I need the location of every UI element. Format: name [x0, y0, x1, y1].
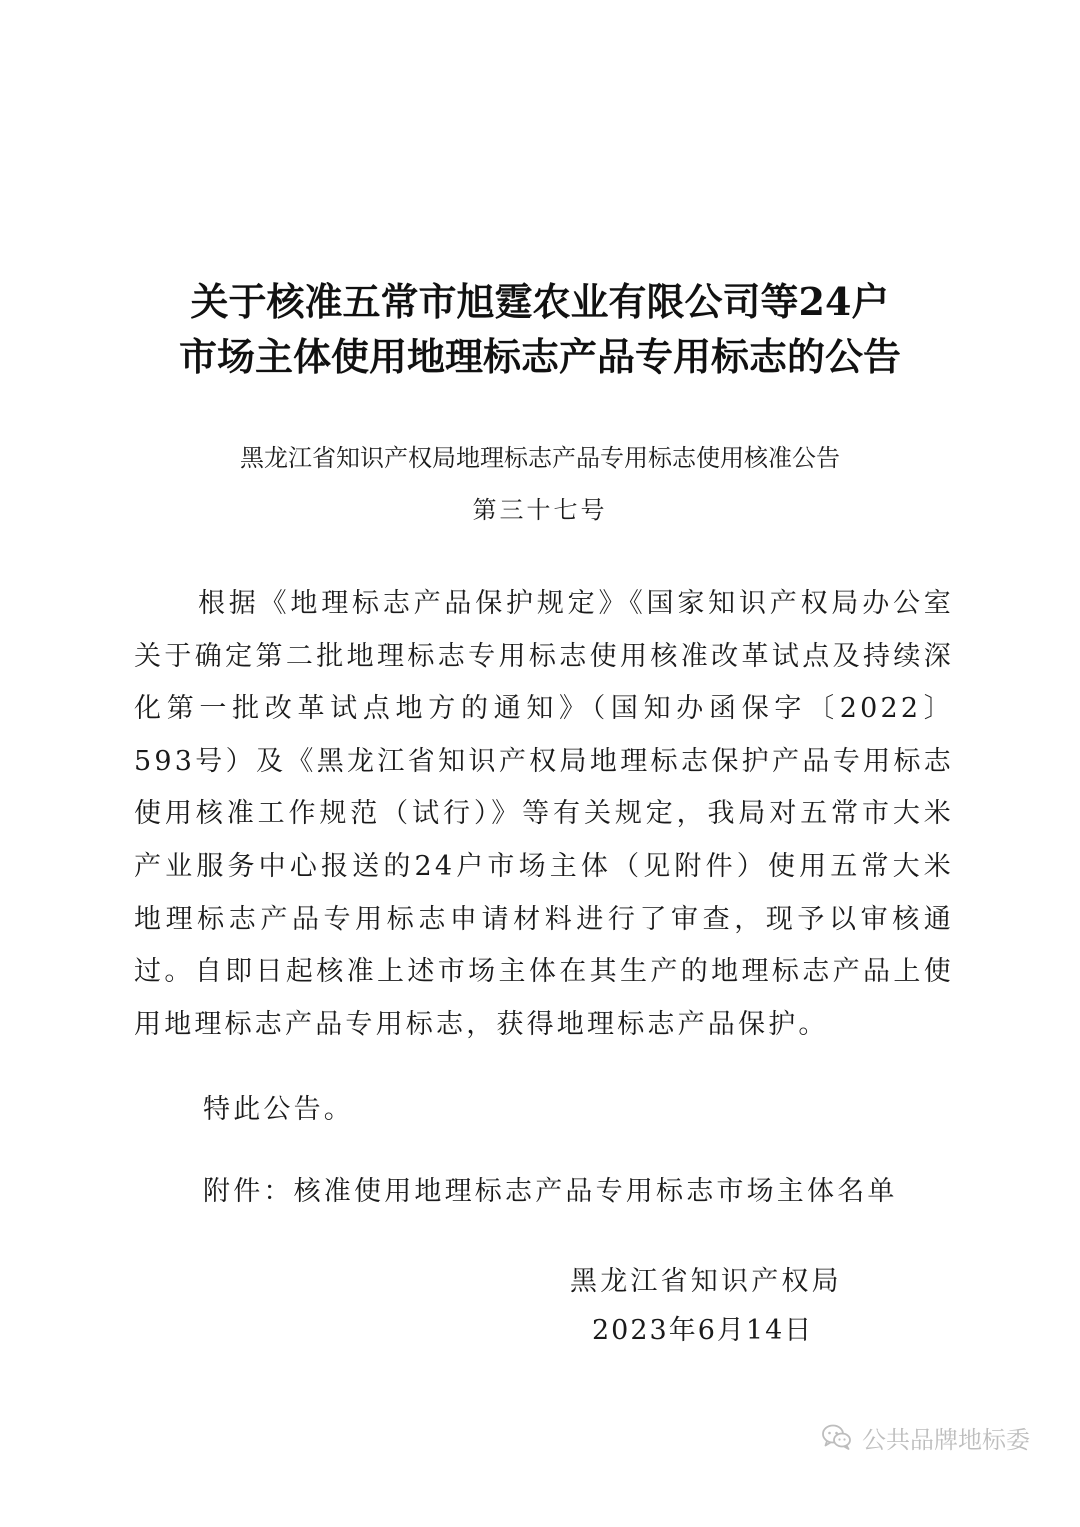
issuer-heading: 黑龙江省知识产权局地理标志产品专用标志使用核准公告 [240, 444, 840, 472]
watermark [822, 1417, 1030, 1457]
signature-organization: 黑龙江省知识产权局 [570, 1266, 842, 1297]
announcement-body: 根据《地理标志产品保护规定》《国家知识产权局办公室关于确定第二批地理标志专用标志使用核准改革试点及持续深化第一批改革试点地方的通知》（国知办函保字〔2022〕593号）及《黑龙江省知识产权局地理标志保护产品专用标志使用核准工作规范（试行）》等有关规定，我局对五常市大米产业服务中心报送的24户市场主体（见附件）使用五常大米地理标志产品专用标志申请材料进行了审查，现予以审核通过。自即日起核准上述市场主体在其生产的地理标志产品上使用地理标志产品专用标志，获得地理标志产品保护。 [134, 588, 954, 1040]
document-title-line-1: 关于核准五常市旭霆农业有限公司等24户 [190, 279, 890, 324]
issue-number: 第三十七号 [472, 496, 608, 524]
watermark-label: 公共品牌地标委 [862, 1425, 1030, 1454]
document-title-line-2: 市场主体使用地理标志产品专用标志的公告 [178, 334, 901, 379]
wechat-icon [822, 1424, 852, 1450]
closing-statement: 特此公告。 [203, 1094, 354, 1125]
signature-date: 2023年6月14日 [592, 1315, 814, 1346]
attachment-note: 附件：核准使用地理标志产品专用标志市场主体名单 [203, 1176, 898, 1207]
